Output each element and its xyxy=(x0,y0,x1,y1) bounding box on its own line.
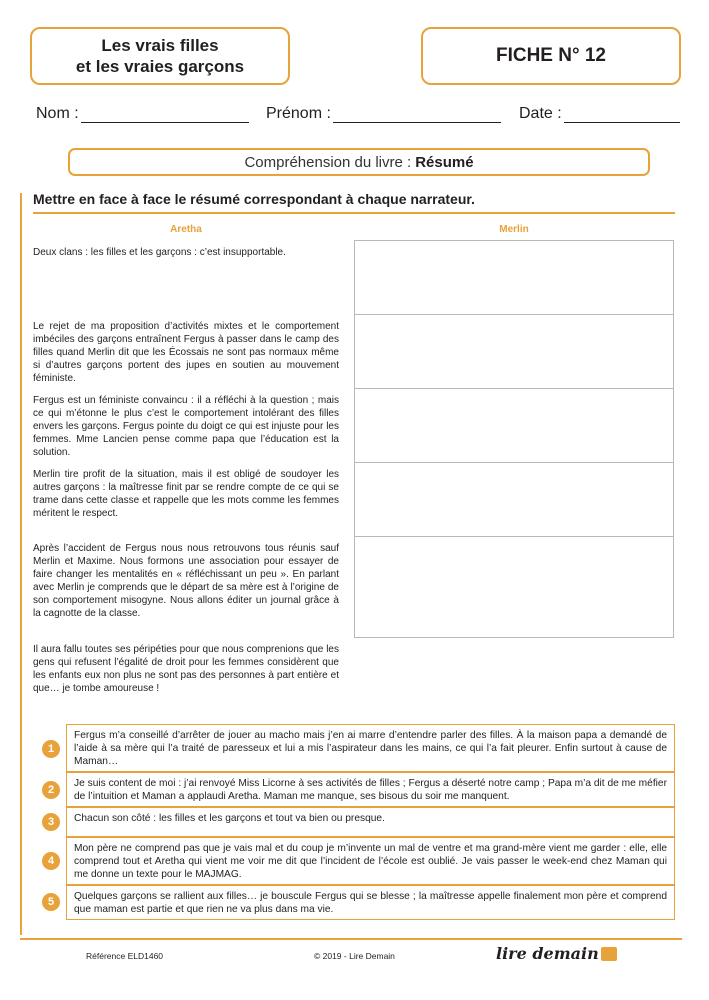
aretha-paragraph-4: Merlin tire profit de la situation, mais il est obligé de soudoyer les autres garçons : la maîtresse finit par se rendre compte de ce qui se trame dans cette classe et rappelle que les mots comme les femmes méritent le respect. xyxy=(33,469,339,520)
aretha-paragraph-3: Fergus est un féministe convaincu : il a réfléchi à la question ; mais ce qui m’étonne le plus c’est le comportement intolérant des filles envers les garçons. Fergus pointe du doigt ce qui est injuste pour les femmes. Mme Lancien pense comme papa que l’éducation est la solution. xyxy=(33,395,339,459)
title-line-2: et les vraies garçons xyxy=(75,57,245,76)
resume-5[interactable]: Quelques garçons se rallient aux filles… je bouscule Fergus qui se blesse ; la maîtresse appelle finalement mon père et comprend que maman est partie et que rien ne va plus dans ma vie. xyxy=(66,885,675,920)
resume-1[interactable]: Fergus m’a conseillé d’arrêter de jouer au macho mais j’en ai marre d’entendre parler des filles. À la maison papa a demandé de l’aide à sa mère qui l’a traité de paresseux et lui a mis l’aspirateur dans les mains, ce qui l’a fait pleurer. Enfin surtout à cause de Maman… xyxy=(66,724,675,772)
logo-text: lire demain xyxy=(496,944,599,963)
lire-demain-logo xyxy=(496,944,617,963)
merlin-cell-2[interactable] xyxy=(355,315,673,389)
date-line[interactable] xyxy=(564,104,680,123)
resume-number-2: 2 xyxy=(42,781,60,799)
merlin-answer-grid xyxy=(354,240,674,638)
title-line-1: Les vrais filles xyxy=(101,36,219,55)
aretha-paragraph-2: Le rejet de ma proposition d’activités mixtes et le comportement imbéciles des garçons entraînent Fergus à passer dans le camp des filles quand Merlin dit que les Écossais ne sont pas normaux même si d’autres garçons portent des jupes en soutien au mouvement féministe. xyxy=(33,321,339,385)
resume-4[interactable]: Mon père ne comprend pas que je vais mal et du coup je m’invente un mal de ventre et ma grand-mère vient me garder : elle, elle comprend tout et Aretha qui vient me voir me dit que l’incident de l’école est oublié. Je vais passer le week-end chez Maman qui me donne un texte pour le MAJMAG. xyxy=(66,837,675,885)
section-title xyxy=(68,148,650,176)
prenom-label: Prénom : xyxy=(266,105,331,122)
merlin-cell-3[interactable] xyxy=(355,389,673,463)
book-icon xyxy=(601,947,617,961)
resume-number-1: 1 xyxy=(42,740,60,758)
merlin-cell-5[interactable] xyxy=(355,537,673,637)
aretha-paragraph-5: Après l’accident de Fergus nous nous retrouvons tous réunis sauf Merlin et Maxime. Nous formons une association pour essayer de faire changer les mentalités en « réfléchissant un peu ». En parlant avec Merlin je comprends que le départ de sa mère est à l’origine de son comportement misogyne. Nous allons éditer un journal grâce à la cagnotte de la classe. xyxy=(33,543,339,620)
column-merlin: Merlin xyxy=(499,224,529,235)
aretha-paragraph-6: Il aura fallu toutes ses péripéties pour que nous comprenions que les gens qui refusent l’égalité de droit pour les femmes considèrent que les enfants eux non plus ne sont pas des personnes à part entière et que… je tombe amoureuse ! xyxy=(33,644,339,695)
nom-label: Nom : xyxy=(36,105,79,122)
section-prefix: Compréhension du livre : xyxy=(244,153,412,171)
prenom-field[interactable] xyxy=(266,104,501,123)
section-bold: Résumé xyxy=(415,153,474,171)
nom-field[interactable] xyxy=(36,104,249,123)
instruction-underline xyxy=(33,212,675,214)
resume-number-5: 5 xyxy=(42,893,60,911)
merlin-cell-4[interactable] xyxy=(355,463,673,537)
fiche-number: FICHE N° 12 xyxy=(421,27,681,85)
resume-2[interactable]: Je suis content de moi : j’ai renvoyé Miss Licorne à ses activités de filles ; Fergus a déserté notre camp ; Papa m’a dit de me méfier de l’intuition et Maman a applaudi Aretha. Maman me manque, ses bisous du soir me manquent. xyxy=(66,772,675,807)
bottom-frame-line xyxy=(20,938,682,940)
resume-number-3: 3 xyxy=(42,813,60,831)
prenom-line[interactable] xyxy=(333,104,501,123)
instruction: Mettre en face à face le résumé correspondant à chaque narrateur. xyxy=(33,191,475,207)
merlin-cell-1[interactable] xyxy=(355,241,673,315)
column-aretha: Aretha xyxy=(170,224,202,235)
nom-line[interactable] xyxy=(81,104,249,123)
footer-copyright: © 2019 - Lire Demain xyxy=(314,951,395,961)
date-label: Date : xyxy=(519,105,562,122)
aretha-paragraph-1: Deux clans : les filles et les garçons : c’est insupportable. xyxy=(33,247,286,258)
resume-3[interactable]: Chacun son côté : les filles et les garçons et tout va bien ou presque. xyxy=(66,807,675,837)
footer-reference: Référence ELD1460 xyxy=(86,951,164,961)
resume-number-4: 4 xyxy=(42,852,60,870)
left-frame-line xyxy=(20,193,22,935)
title-box xyxy=(30,27,290,85)
date-field[interactable] xyxy=(519,104,680,123)
